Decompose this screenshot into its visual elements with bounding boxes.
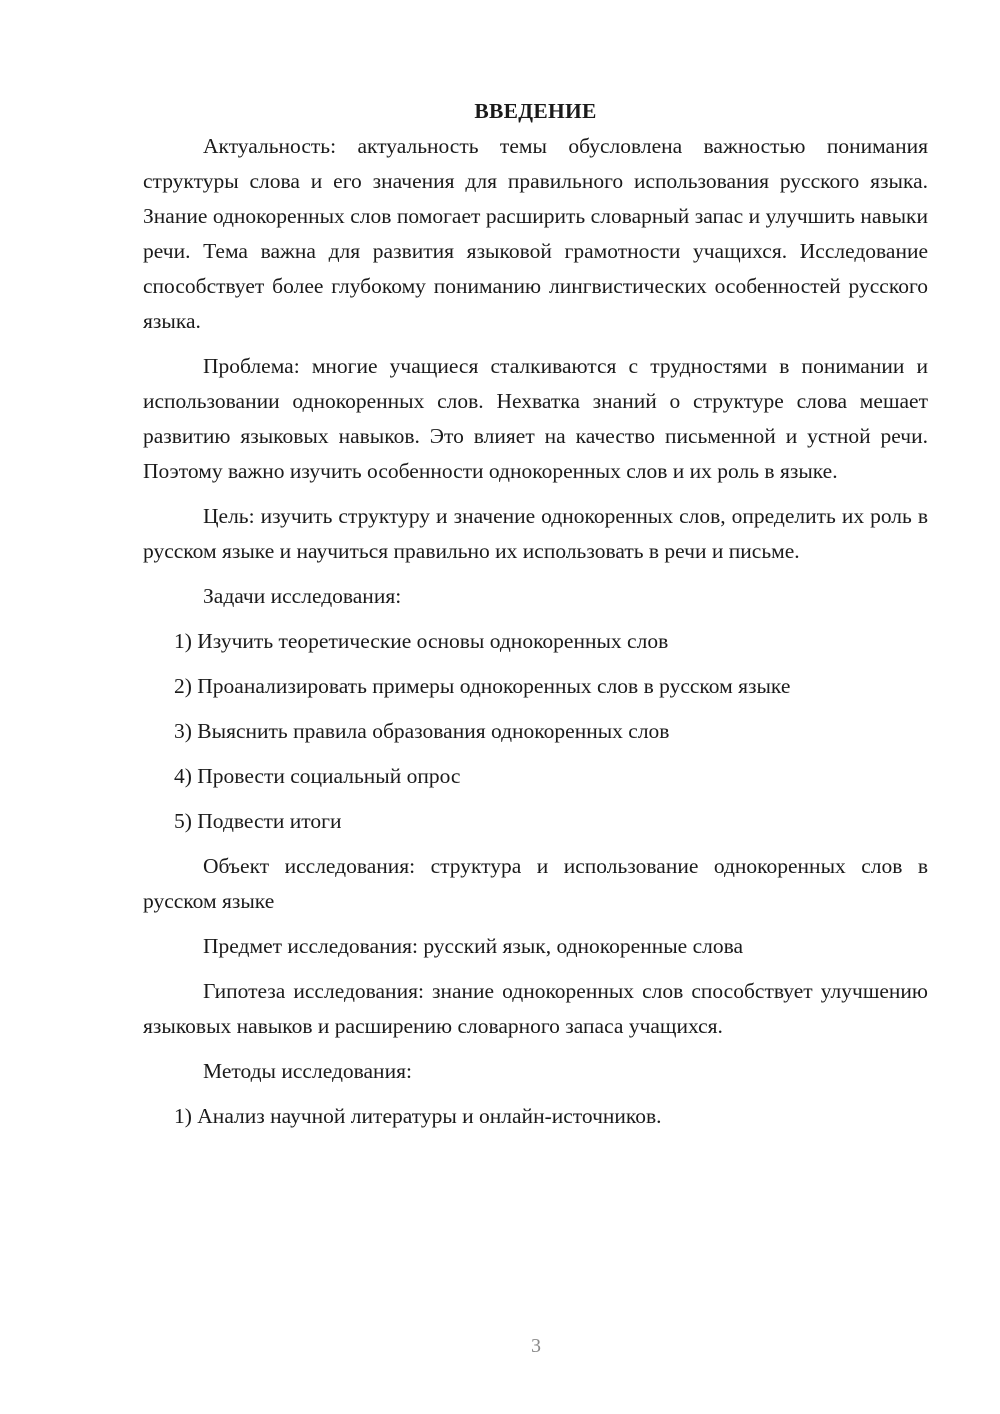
section-title: ВВЕДЕНИЕ [474,99,597,123]
page-number: 3 [531,1335,541,1357]
task-item-3: 3) Выяснить правила образования однокоренных слов [174,719,670,743]
problem-paragraph: Проблема: многие учащиеся сталкиваются с трудностями в понимании и использовании однокоренных слов. Нехватка знаний о структуре слова мешает развитию языковых навыков. Это влияет на качество письменной и устной речи. Поэтому важно изучить особенности однокоренных слов и их роль в языке. [143,354,928,483]
task-item-1: 1) Изучить теоретические основы однокоренных слов [174,629,669,653]
subject-paragraph: Предмет исследования: русский язык, однокоренные слова [203,934,744,958]
task-item-5: 5) Подвести итоги [174,809,342,833]
goal-paragraph: Цель: изучить структуру и значение однокоренных слов, определить их роль в русском языке и научиться правильно их использовать в речи и письме. [143,504,928,563]
task-item-4: 4) Провести социальный опрос [174,764,461,788]
task-item-2: 2) Проанализировать примеры однокоренных слов в русском языке [174,674,791,698]
methods-heading: Методы исследования: [203,1059,412,1083]
relevance-paragraph: Актуальность: актуальность темы обусловлена важностью понимания структуры слова и его значения для правильного использования русского языка. Знание однокоренных слов помогает расширить словарный запас и улучшить навыки речи. Тема важна для развития языковой грамотности учащихся. Исследование способствует более глубокому пониманию лингвистических особенностей русского языка. [143,134,928,333]
page-content [143,94,928,1144]
object-paragraph: Объект исследования: структура и использование однокоренных слов в русском языке [143,854,928,913]
tasks-heading: Задачи исследования: [203,584,402,608]
method-item-1: 1) Анализ научной литературы и онлайн-источников. [174,1104,662,1128]
hypothesis-paragraph: Гипотеза исследования: знание однокоренных слов способствует улучшению языковых навыков и расширению словарного запаса учащихся. [143,979,928,1038]
